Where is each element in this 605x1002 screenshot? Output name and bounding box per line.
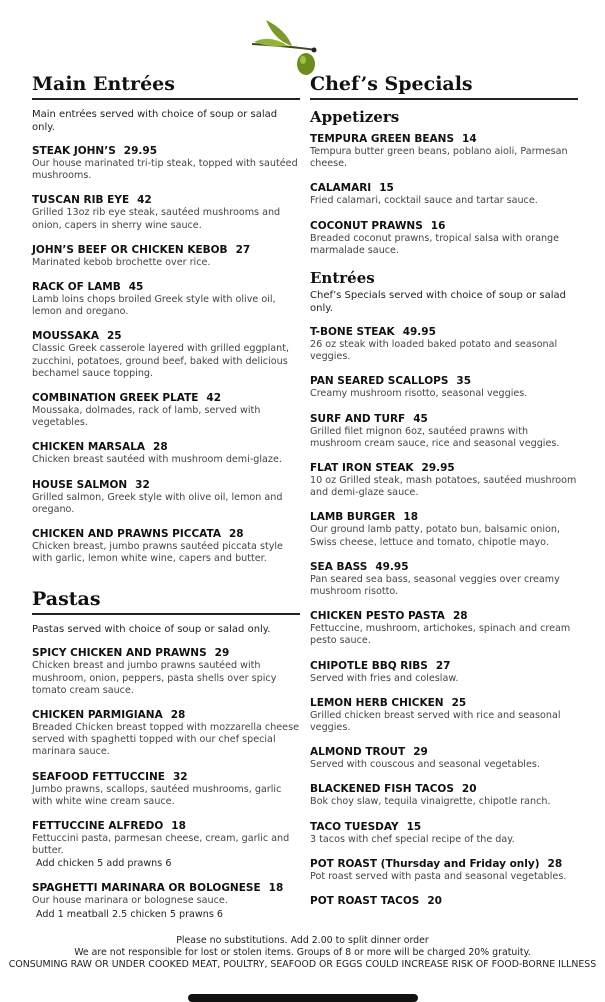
menu-item-heading (32, 708, 300, 722)
main-entrees-title: Main Entrées (32, 72, 300, 100)
menu-item-description: 26 oz steak with loaded baked potato and seasonal veggies. (310, 339, 558, 363)
menu-item-heading (310, 820, 578, 834)
appetizers-title: Appetizers (310, 108, 400, 126)
menu-item-price: 18 (403, 511, 419, 524)
menu-item (32, 770, 300, 808)
menu-item-name: COMBINATION GREEK PLATE (32, 392, 199, 405)
menu-item-price: 28 (452, 610, 468, 623)
menu-item-name: SURF AND TURF (310, 412, 406, 425)
menu-item (32, 881, 300, 920)
menu-item (310, 857, 578, 883)
menu-item-description: Grilled filet mignon 6oz, sautéed prawns with mushroom cream sauce, rice and seasonal veggies. (310, 425, 560, 449)
menu-item-price: 14 (462, 133, 477, 145)
menu-item-heading (310, 745, 578, 759)
menu-item-name: CHICKEN PESTO PASTA (310, 610, 445, 623)
main-entrees-note: Main entrées served with choice of soup or salad only. (32, 109, 278, 133)
menu-item-name: RACK OF LAMB (32, 281, 121, 294)
menu-item-name: CHICKEN AND PRAWNS PICCATA (32, 528, 221, 541)
menu-item-heading (310, 219, 578, 233)
menu-item-description: 3 tacos with chef special recipe of the day. (310, 833, 515, 845)
menu-item-name: TACO TUESDAY (310, 820, 399, 833)
menu-item-price: 28 (547, 857, 563, 870)
menu-item (310, 894, 578, 908)
menu-item-price: 28 (170, 709, 186, 722)
menu-item (32, 708, 300, 759)
menu-item (310, 659, 578, 685)
menu-item (310, 745, 578, 771)
menu-item (310, 412, 578, 450)
menu-item-price: 29.95 (421, 462, 455, 475)
menu-item-heading (32, 527, 300, 541)
menu-item (310, 461, 578, 499)
menu-item-name: SEA BASS (310, 560, 368, 573)
menu-item-heading (310, 325, 578, 339)
menu-item-price: 45 (413, 412, 428, 425)
menu-item-description: Our house marinated tri-tip steak, topped with sautéed mushrooms. (32, 158, 298, 182)
entrees-list (310, 325, 578, 908)
menu-item-heading (32, 280, 300, 294)
menu-item-price: 28 (228, 528, 244, 541)
right-column (310, 72, 578, 919)
menu-item-heading (310, 894, 578, 908)
menu-item (310, 325, 578, 363)
menu-item-heading (310, 374, 578, 388)
menu-item-price: 29 (214, 647, 230, 660)
pastas-list (32, 646, 300, 920)
menu-item-heading (32, 819, 300, 833)
footer-line: We are not responsible for lost or stolen items. Groups of 8 or more will be charged 20% gratuity. (74, 947, 531, 958)
menu-item-heading (32, 144, 300, 158)
menu-item-price: 45 (128, 281, 144, 294)
menu-item-description: Bok choy slaw, tequila vinaigrette, chipotle ranch. (310, 796, 551, 808)
menu-item-description: 10 oz Grilled steak, mash potatoes, sautéed mushroom and demi-glaze sauce. (310, 475, 577, 499)
menu-item-price: 32 (172, 770, 188, 783)
menu-item-heading (32, 440, 300, 454)
entrees-note: Chef’s Specials served with choice of soup or salad only. (310, 290, 567, 315)
menu-item-description: Grilled salmon, Greek style with olive oil, lemon and oregano. (32, 491, 283, 515)
menu-item-heading (310, 609, 578, 623)
menu-item-heading (310, 659, 578, 673)
menu-item-description: Pan seared sea bass, seasonal veggies over creamy mushroom risotto. (310, 573, 560, 598)
home-indicator (188, 994, 418, 1002)
menu-item-description: Chicken breast sautéed with mushroom demi-glaze. (32, 454, 282, 466)
menu-item-heading (32, 391, 300, 405)
menu-item-price: 42 (137, 194, 152, 207)
menu-item-price: 25 (451, 696, 467, 709)
menu-item (310, 510, 578, 548)
menu-item (32, 144, 300, 182)
pastas-title: Pastas (32, 587, 300, 615)
menu-item-heading (310, 412, 578, 426)
menu-item-description: Pot roast served with pasta and seasonal vegetables. (310, 870, 567, 882)
menu-item-heading (32, 646, 300, 660)
menu-item-heading (310, 857, 578, 871)
menu-item-heading (32, 193, 300, 207)
menu-item (310, 820, 578, 846)
menu-item (310, 782, 578, 808)
menu-item-heading (32, 329, 300, 343)
menu-item-name: LAMB BURGER (310, 511, 396, 524)
menu-item-name: JOHN’S BEEF OR CHICKEN KEBOB (32, 243, 228, 256)
menu-item (32, 478, 300, 516)
menu-item-price: 20 (427, 895, 442, 908)
menu-item-price: 27 (235, 243, 251, 256)
menu-item-description: Classic Greek casserole layered with grilled eggplant, zucchini, potatoes, ground beef, baked with delicious bechamel sauce topping. (32, 343, 290, 379)
menu-item-price: 28 (153, 441, 168, 454)
menu-item-heading (310, 696, 578, 710)
menu-item (310, 696, 578, 734)
menu-item-description: Moussaka, dolmades, rack of lamb, served with vegetables. (32, 405, 261, 429)
menu-item-description: Jumbo prawns, scallops, sautéed mushrooms, garlic with white wine cream sauce. (32, 783, 282, 807)
menu-item-price: 15 (406, 820, 422, 833)
menu-item (310, 219, 578, 257)
menu-item-name: TUSCAN RIB EYE (32, 194, 130, 207)
left-column (32, 72, 300, 932)
menu-item (32, 527, 300, 565)
menu-item-description: Our ground lamb patty, potato bun, balsamic onion, Swiss cheese, lettuce and tomato, chipotle mayo. (310, 524, 561, 548)
menu-item-name: SPAGHETTI MARINARA OR BOLOGNESE (32, 882, 261, 895)
menu-item-price: 49.95 (375, 560, 409, 573)
chefs-specials-title: Chef’s Specials (310, 72, 578, 100)
menu-item-description: Grilled 13oz rib eye steak, sautéed mushrooms and onion, capers in sherry wine sauce. (32, 207, 281, 231)
menu-item-description: Marinated kebob brochette over rice. (32, 256, 211, 268)
menu-item-price: 29 (413, 746, 428, 759)
menu-item-price: 15 (379, 182, 394, 195)
menu-item (310, 132, 578, 170)
pastas-note: Pastas served with choice of soup or salad only. (32, 624, 271, 636)
menu-item-name: SEAFOOD FETTUCCINE (32, 770, 165, 783)
menu-item-price: 32 (135, 478, 150, 491)
menu-item-description: Chicken breast and jumbo prawns sautéed with mushroom, onion, peppers, pasta shells over spicy tomato cream sauce. (32, 660, 277, 696)
menu-item-price: 35 (456, 375, 472, 388)
menu-item-description: Fried calamari, cocktail sauce and tartar sauce. (310, 195, 538, 207)
menu-item-heading (32, 478, 300, 492)
menu-item-heading (310, 560, 578, 574)
menu-item-description: Fettuccini pasta, parmesan cheese, cream, garlic and butter. (32, 833, 290, 857)
menu-item-name: FETTUCCINE ALFREDO (32, 820, 164, 833)
menu-item (32, 193, 300, 231)
menu-item-price: 18 (171, 820, 186, 833)
menu-item-price: 16 (430, 219, 446, 232)
menu-item-name: PAN SEARED SCALLOPS (310, 375, 449, 388)
menu-item-description: Fettuccine, mushroom, artichokes, spinach and cream pesto sauce. (310, 623, 571, 647)
menu-item-price: 20 (461, 783, 477, 796)
menu-item (310, 181, 578, 207)
menu-item-heading (32, 770, 300, 784)
menu-item-name: POT ROAST (Thursday and Friday only) (310, 857, 540, 870)
menu-item-name: CHIPOTLE BBQ RIBS (310, 659, 428, 672)
menu-item-name: COCONUT PRAWNS (310, 219, 423, 232)
olive-branch-logo (248, 16, 328, 80)
menu-item (32, 646, 300, 697)
entrees-title: Entrées (310, 269, 375, 288)
menu-item-name: LEMON HERB CHICKEN (310, 696, 444, 709)
menu-item-description: Served with couscous and seasonal vegetables. (310, 759, 540, 771)
menu-item-heading (310, 181, 578, 195)
menu-item-name: TEMPURA GREEN BEANS (310, 133, 455, 145)
menu-item-name: ALMOND TROUT (310, 746, 406, 759)
menu-item-name: MOUSSAKA (32, 330, 99, 343)
menu-item-heading (310, 510, 578, 524)
menu-item-price: 25 (106, 330, 122, 343)
menu-item-description: Served with fries and coleslaw. (310, 672, 459, 684)
appetizers-list (310, 132, 578, 257)
menu-item-addons: Add 1 meatball 2.5 chicken 5 prawns 6 (36, 908, 224, 920)
menu-item-heading (32, 243, 300, 257)
menu-item-price: 42 (206, 392, 222, 405)
menu-item-name: CALAMARI (310, 182, 372, 195)
menu-item (32, 329, 300, 380)
footer (0, 935, 605, 971)
main-entrees-list (32, 144, 300, 565)
menu-item-description: Breaded Chicken breast topped with mozzarella cheese served with spaghetti topped with our chef special marinara sauce. (32, 722, 299, 758)
menu-item-description: Grilled chicken breast served with rice and seasonal veggies. (310, 709, 561, 734)
menu-item-name: CHICKEN PARMIGIANA (32, 709, 163, 722)
menu-item-price: 29.95 (123, 145, 157, 157)
menu-item-name: BLACKENED FISH TACOS (310, 783, 454, 796)
menu-item-description: Chicken breast, jumbo prawns sautéed piccata style with garlic, lemon white wine, capers and butter. (32, 541, 283, 565)
menu-item-heading (310, 132, 578, 146)
menu-item-description: Lamb loins chops broiled Greek style with olive oil, lemon and oregano. (32, 294, 276, 318)
menu-item-price: 18 (268, 882, 284, 895)
menu-item-description: Breaded coconut prawns, tropical salsa with orange marmalade sauce. (310, 232, 560, 256)
menu-item-name: HOUSE SALMON (32, 478, 128, 491)
menu-item (32, 819, 300, 870)
footer-line: CONSUMING RAW OR UNDER COOKED MEAT, POULTRY, SEAFOOD OR EGGS COULD INCREASE RISK OF FOOD-BORNE ILLNESS (8, 959, 597, 970)
menu-item-heading (310, 782, 578, 796)
menu-item (32, 391, 300, 429)
menu-item-price: 27 (435, 659, 451, 672)
menu-item (310, 609, 578, 647)
menu-item-name: FLAT IRON STEAK (310, 462, 414, 475)
menu-item-addons: Add chicken 5 add prawns 6 (36, 858, 172, 870)
menu-item-name: STEAK JOHN’S (32, 145, 116, 157)
menu-item-heading (32, 881, 300, 895)
menu-item-description: Tempura butter green beans, poblano aioli, Parmesan cheese. (310, 146, 568, 170)
menu-item (310, 374, 578, 400)
menu-item-description: Creamy mushroom risotto, seasonal veggies. (310, 388, 528, 400)
menu-item (32, 280, 300, 318)
menu-item-name: CHICKEN MARSALA (32, 441, 146, 454)
menu-item-name: POT ROAST TACOS (310, 895, 420, 908)
footer-line: Please no substitutions. Add 2.00 to split dinner order (176, 935, 429, 946)
menu-item (32, 243, 300, 269)
menu-item-description: Our house marinara or bolognese sauce. (32, 895, 228, 907)
menu-item-name: T-BONE STEAK (310, 326, 395, 339)
menu-item (310, 560, 578, 598)
menu-item (32, 440, 300, 466)
menu-item-price: 49.95 (402, 326, 436, 339)
menu-item-heading (310, 461, 578, 475)
menu-item-name: SPICY CHICKEN AND PRAWNS (32, 647, 207, 660)
